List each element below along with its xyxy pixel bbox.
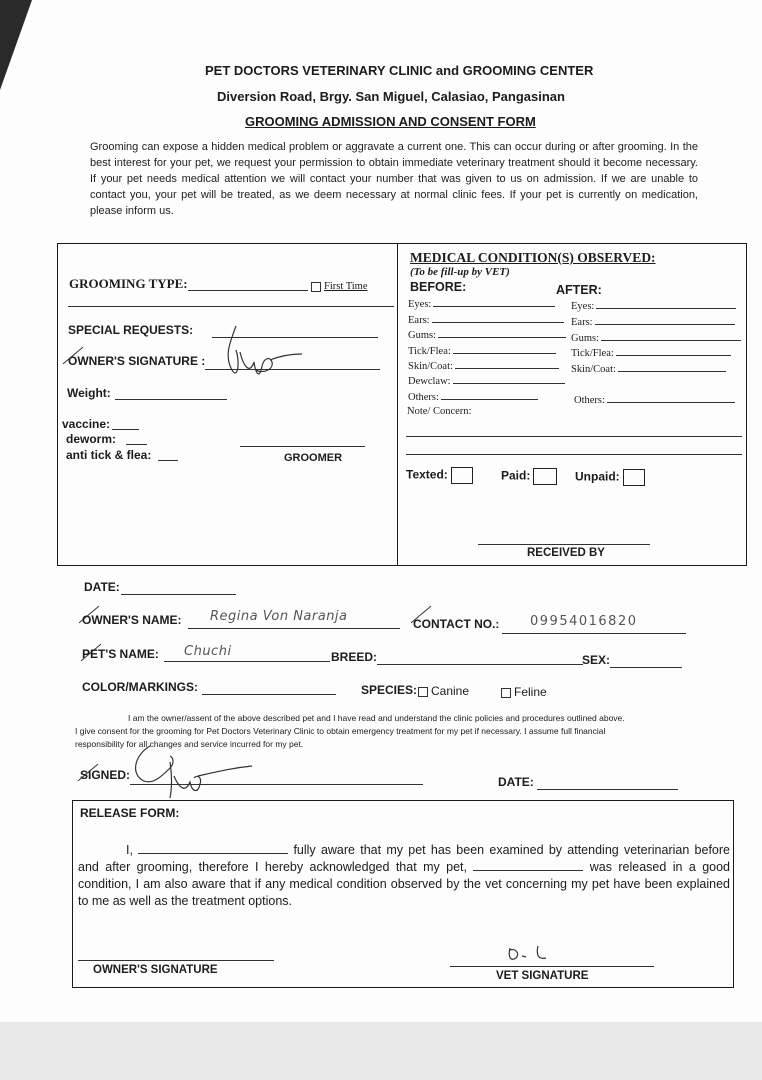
pet-name-field[interactable] bbox=[164, 661, 330, 662]
after-condition-field[interactable] bbox=[618, 362, 726, 372]
release-owner-signature-label: OWNER'S SIGNATURE bbox=[93, 964, 218, 976]
medical-condition-subheading: (To be fill-up by VET) bbox=[410, 266, 510, 278]
texted-label: Texted: bbox=[406, 467, 448, 482]
after-condition-row[interactable] bbox=[571, 299, 736, 312]
color-markings-label: COLOR/MARKINGS: bbox=[82, 680, 198, 694]
after-condition-field[interactable] bbox=[595, 315, 735, 325]
after-label: AFTER: bbox=[556, 283, 602, 297]
anti-tick-field[interactable] bbox=[158, 460, 178, 461]
after-condition-label: Gums: bbox=[571, 333, 600, 344]
before-condition-field[interactable] bbox=[438, 328, 566, 338]
release-text-part-1: I, bbox=[126, 843, 139, 857]
before-condition-row[interactable] bbox=[408, 297, 555, 310]
before-condition-row[interactable] bbox=[408, 328, 566, 341]
consent-line-3: responsibility for all changes and service incurred for my pet. bbox=[75, 739, 304, 749]
anti-tick-label: anti tick & flea: bbox=[66, 448, 152, 462]
folded-corner bbox=[0, 0, 32, 90]
release-text bbox=[78, 842, 730, 910]
owner-name-blank[interactable] bbox=[138, 842, 288, 854]
after-condition-row[interactable] bbox=[574, 393, 735, 406]
weight-field[interactable] bbox=[115, 399, 227, 400]
grooming-type-field[interactable] bbox=[188, 290, 308, 291]
owner-name-label: OWNER'S NAME: bbox=[82, 613, 182, 627]
after-condition-label: Tick/Flea: bbox=[571, 348, 614, 359]
consent-date-field[interactable] bbox=[537, 789, 678, 790]
before-condition-row[interactable] bbox=[408, 344, 556, 357]
date-field[interactable] bbox=[121, 594, 236, 595]
vet-signature-line[interactable] bbox=[450, 966, 654, 967]
feline-checkbox[interactable] bbox=[501, 688, 511, 698]
breed-label: BREED: bbox=[331, 650, 378, 664]
consent-line-2: I give consent for the grooming for Pet Doctors Veterinary Clinic to obtain emergency treatment for my pet if necessary. I assume full financial bbox=[75, 726, 606, 736]
before-label: BEFORE: bbox=[410, 280, 467, 294]
after-condition-label: Skin/Coat: bbox=[571, 364, 616, 375]
after-condition-field[interactable] bbox=[616, 346, 731, 356]
unpaid-label: Unpaid: bbox=[575, 469, 620, 484]
paid-checkbox[interactable] bbox=[533, 468, 557, 485]
date-label: DATE: bbox=[84, 580, 120, 594]
after-condition-row[interactable] bbox=[571, 346, 731, 359]
texted-option[interactable] bbox=[406, 467, 473, 484]
vet-signature-scribble bbox=[504, 942, 564, 966]
before-condition-field[interactable] bbox=[432, 313, 564, 323]
before-condition-label: Dewclaw: bbox=[408, 376, 451, 387]
before-condition-label: Gums: bbox=[408, 330, 437, 341]
contact-value: 09954016820 bbox=[530, 614, 638, 629]
consent-line-1: I am the owner/assent of the above described pet and I have read and understand the clinic policies and procedures outlined above. bbox=[128, 713, 625, 723]
vet-signature-label: VET SIGNATURE bbox=[496, 970, 589, 982]
release-text-part-3: was released in a good condition, I am also aware that if any medical condition observed by the vet concerning my pet have been explained to me as well as the treatment options. bbox=[78, 860, 731, 908]
after-condition-label: Others: bbox=[574, 395, 605, 406]
before-condition-field[interactable] bbox=[453, 374, 565, 384]
feline-option[interactable] bbox=[501, 685, 547, 699]
clinic-name: PET DOCTORS VETERINARY CLINIC and GROOMING CENTER bbox=[205, 63, 594, 78]
owner-signature-label: OWNER'S SIGNATURE : bbox=[68, 354, 206, 368]
groomer-signature-line[interactable] bbox=[240, 446, 365, 447]
deworm-field[interactable] bbox=[126, 444, 147, 445]
after-condition-row[interactable] bbox=[571, 315, 735, 328]
paid-option[interactable] bbox=[501, 468, 557, 485]
before-condition-field[interactable] bbox=[455, 359, 559, 369]
note-line-2[interactable] bbox=[406, 454, 742, 455]
weight-label: Weight: bbox=[67, 386, 111, 400]
owner-signature-scribble bbox=[210, 322, 305, 394]
sex-label: SEX: bbox=[582, 653, 611, 667]
vaccine-field[interactable] bbox=[112, 429, 139, 430]
grooming-type-extra-line bbox=[68, 306, 394, 307]
texted-checkbox[interactable] bbox=[451, 467, 473, 484]
clinic-address: Diversion Road, Brgy. San Miguel, Calasiao, Pangasinan bbox=[217, 89, 565, 104]
unpaid-option[interactable] bbox=[575, 469, 645, 486]
contact-field[interactable] bbox=[502, 633, 686, 634]
color-markings-field[interactable] bbox=[202, 694, 336, 695]
owner-name-value: Regina Von Naranja bbox=[210, 609, 348, 624]
release-text-part-2: fully aware that my pet has been examined by attending veterinarian before and after grooming, therefore I hereby acknowledged that my pet, bbox=[78, 843, 730, 874]
form-title: GROOMING ADMISSION AND CONSENT FORM bbox=[245, 114, 536, 129]
intro-paragraph: Grooming can expose a hidden medical problem or aggravate a current one. This can occur during or after grooming. In the best interest for your pet, we request your permission to obtain immediate veterinary treatment should it become necessary. If your pet needs medical attention we will contact your number that was given to us on admission. If we are unable to contact you, your pet will be treated, as we deem necessary at normal clinic fees. If your pet is currently on medication, please inform us. bbox=[90, 141, 698, 217]
after-condition-row[interactable] bbox=[571, 362, 726, 375]
signed-label: SIGNED: bbox=[80, 768, 131, 782]
canine-option[interactable] bbox=[418, 684, 469, 698]
unpaid-checkbox[interactable] bbox=[623, 469, 645, 486]
species-label: SPECIES: bbox=[361, 683, 418, 697]
before-condition-label: Eyes: bbox=[408, 299, 432, 310]
received-by-label: RECEIVED BY bbox=[527, 547, 605, 559]
first-time-checkbox[interactable] bbox=[311, 282, 321, 292]
before-condition-row[interactable] bbox=[408, 313, 564, 326]
before-condition-field[interactable] bbox=[441, 390, 538, 400]
before-condition-row[interactable] bbox=[408, 359, 559, 372]
grooming-type-label: GROOMING TYPE: bbox=[69, 276, 188, 291]
before-condition-label: Skin/Coat: bbox=[408, 361, 453, 372]
groomer-label: GROOMER bbox=[284, 452, 343, 464]
after-condition-label: Ears: bbox=[571, 317, 593, 328]
after-condition-label: Eyes: bbox=[571, 301, 595, 312]
after-condition-field[interactable] bbox=[607, 393, 735, 403]
canine-label: Canine bbox=[431, 684, 470, 698]
medical-condition-heading: MEDICAL CONDITION(S) OBSERVED: bbox=[410, 250, 656, 265]
release-form-heading: RELEASE FORM: bbox=[80, 806, 180, 820]
first-time-label: First Time bbox=[324, 281, 368, 292]
sex-field[interactable] bbox=[610, 667, 682, 668]
contact-label: CONTACT NO.: bbox=[413, 617, 500, 631]
before-condition-row[interactable] bbox=[408, 374, 565, 387]
owner-name-field[interactable] bbox=[188, 628, 400, 629]
special-requests-label: SPECIAL REQUESTS: bbox=[68, 323, 194, 337]
after-condition-row[interactable] bbox=[571, 331, 741, 344]
note-concern-label: Note/ Concern: bbox=[407, 406, 472, 417]
box-divider bbox=[397, 244, 398, 565]
breed-field[interactable] bbox=[377, 664, 583, 665]
before-condition-row[interactable] bbox=[408, 390, 538, 403]
pet-name-value: Chuchi bbox=[184, 644, 232, 659]
first-time-option[interactable] bbox=[311, 281, 367, 292]
before-condition-field[interactable] bbox=[453, 344, 556, 354]
before-condition-label: Tick/Flea: bbox=[408, 346, 451, 357]
received-by-line[interactable] bbox=[478, 544, 650, 545]
before-condition-label: Ears: bbox=[408, 315, 430, 326]
pet-name-blank[interactable] bbox=[473, 859, 583, 871]
pet-name-label: PET'S NAME: bbox=[82, 647, 159, 661]
vaccine-label: vaccine: bbox=[62, 417, 111, 431]
note-line-1[interactable] bbox=[406, 436, 742, 437]
consent-signature-scribble bbox=[128, 740, 258, 804]
canine-checkbox[interactable] bbox=[418, 687, 428, 697]
after-condition-field[interactable] bbox=[601, 331, 741, 341]
consent-date-label: DATE: bbox=[498, 775, 534, 789]
after-condition-field[interactable] bbox=[596, 299, 736, 309]
owner-signature-line[interactable] bbox=[78, 960, 274, 961]
deworm-label: deworm: bbox=[66, 432, 117, 446]
paid-label: Paid: bbox=[501, 468, 531, 483]
feline-label: Feline bbox=[514, 685, 547, 699]
before-condition-label: Others: bbox=[408, 392, 439, 403]
before-condition-field[interactable] bbox=[433, 297, 555, 307]
